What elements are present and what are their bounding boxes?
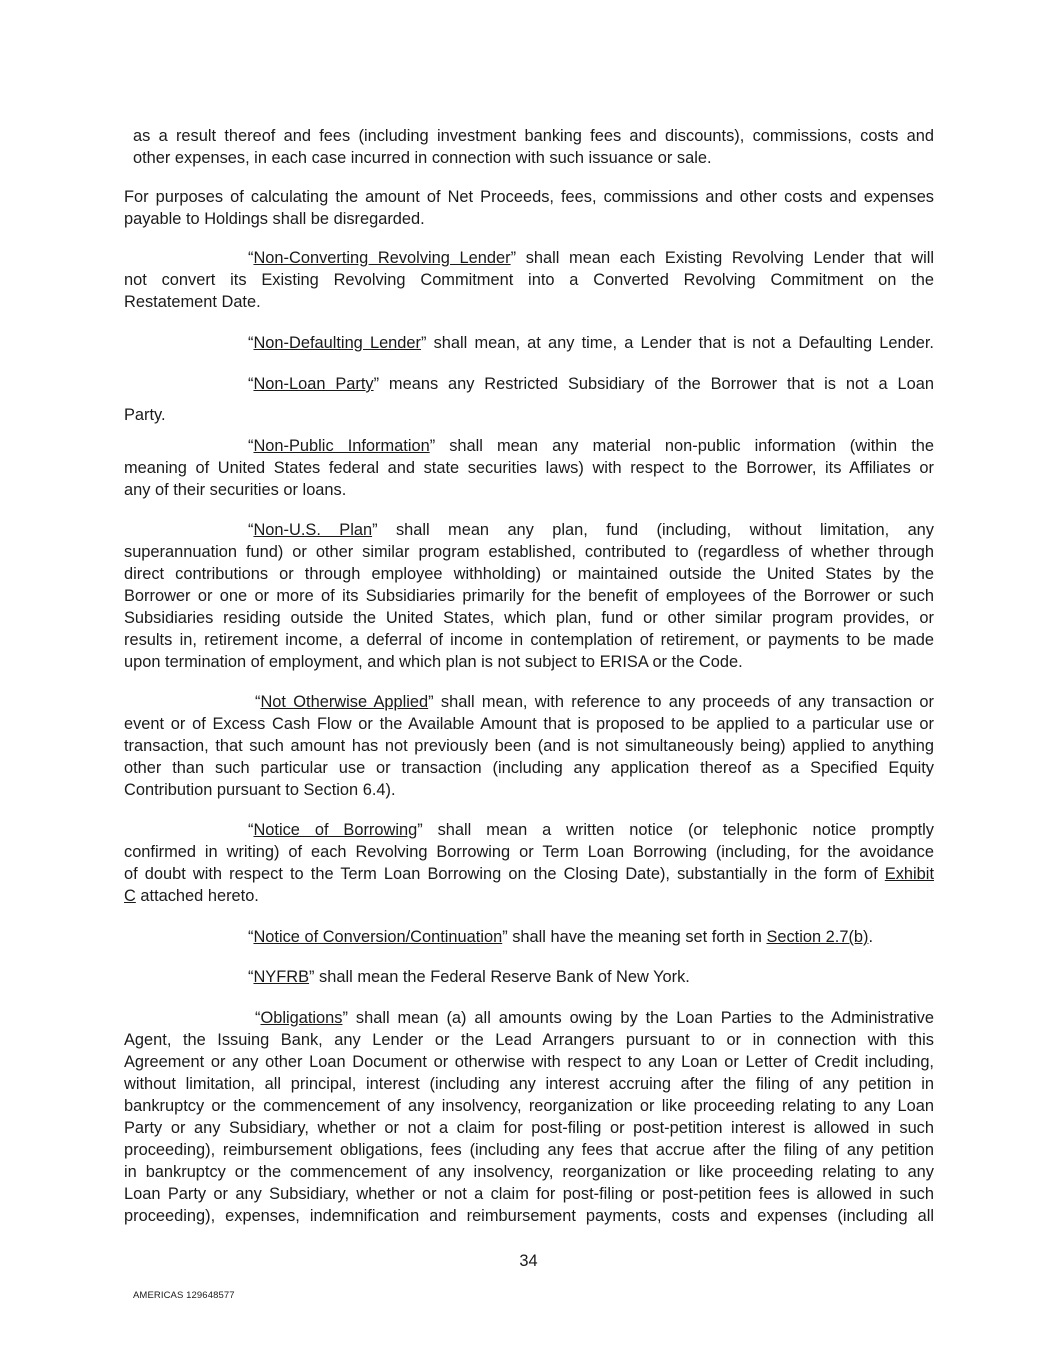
definition-text: shall mean the Federal Reserve Bank of New York.	[314, 968, 690, 986]
text-line: Subsidiaries residing outside the United States, which plan, fund or other similar program provides, or	[124, 609, 934, 627]
definition-nyfrb	[124, 966, 934, 988]
definition-text: shall mean (a) all amounts owing by the Loan Parties to the Administrative	[347, 1009, 934, 1027]
defined-term: Non-U.S. Plan	[253, 521, 373, 539]
open-quote: “	[248, 437, 254, 455]
text-line: For purposes of calculating the amount of Net Proceeds, fees, commissions and other costs and expenses	[124, 188, 934, 206]
text-line: Agreement or any other Loan Document or otherwise with respect to any Loan or Letter of Credit including,	[124, 1053, 934, 1071]
text-line: Borrower or one or more of its Subsidiaries primarily for the benefit of employees of the Borrower or such	[124, 587, 934, 605]
close-quote: ”	[309, 968, 315, 986]
text-line: superannuation fund) or other similar program established, contributed to (regardless of whether through	[124, 543, 934, 561]
defined-term: Non-Defaulting Lender	[253, 334, 421, 352]
text-line: other expenses, in each case incurred in connection with such issuance or sale.	[133, 149, 712, 167]
text-line: results in, retirement income, a deferral of income in contemplation of retirement, or payments to be made	[124, 631, 934, 649]
defined-term: Notice of Borrowing	[253, 821, 418, 839]
text-line	[124, 435, 934, 457]
close-quote: ”	[421, 334, 427, 352]
close-quote: ”	[372, 521, 378, 539]
document-footer-id: AMERICAS 129648577	[133, 1290, 235, 1301]
text-line: Loan Party or any Subsidiary, whether or not a claim for post-filing or post-petition fees is allowed in such	[124, 1185, 934, 1203]
text-line	[124, 926, 934, 948]
open-quote: “	[248, 249, 254, 267]
close-quote: ”	[417, 821, 423, 839]
text-line: in bankruptcy or the commencement of any insolvency, reorganization or like proceeding relating to any	[124, 1163, 934, 1181]
definition-non-defaulting-lender	[124, 332, 934, 354]
text-line: payable to Holdings shall be disregarded.	[124, 210, 425, 228]
text-line: transaction, that such amount has not previously been (and is not simultaneously being) applied to anything	[124, 737, 934, 755]
definition-non-loan-party	[124, 373, 934, 426]
text-line: proceeding), reimbursement obligations, fees (including any fees that accrue after the filing of any petition	[124, 1141, 934, 1159]
text-line: any of their securities or loans.	[124, 481, 347, 499]
definition-text: shall mean each Existing Revolving Lender that will	[516, 249, 934, 267]
text-line	[124, 247, 934, 269]
text-line: Agent, the Issuing Bank, any Lender or the Lead Arrangers pursuant to or in connection with this	[124, 1031, 934, 1049]
definition-not-otherwise-applied	[124, 691, 934, 801]
text-line	[124, 885, 934, 907]
exhibit-reference-letter: C	[124, 887, 136, 905]
section-reference: Section 2.7(b)	[766, 928, 869, 946]
definition-text: shall mean, at any time, a Lender that is not a Defaulting Lender.	[426, 334, 934, 352]
defined-term: Non-Loan Party	[253, 375, 374, 393]
defined-term: Non-Converting Revolving Lender	[253, 249, 511, 267]
defined-term: Notice of Conversion/Continuation	[253, 928, 503, 946]
exhibit-reference: Exhibit	[884, 865, 934, 883]
text-line: Contribution pursuant to Section 6.4).	[124, 781, 396, 799]
text-line: other than such particular use or transaction (including any application thereof as a Specified Equity	[124, 759, 934, 777]
text-line: without limitation, all principal, interest (including any interest accruing after the filing of any petition in	[124, 1075, 934, 1093]
text-line: meaning of United States federal and state securities laws) with respect to the Borrower, its Affiliates or	[124, 459, 934, 477]
open-quote: “	[255, 1009, 261, 1027]
definition-non-us-plan	[124, 519, 934, 673]
definition-non-converting-revolving-lender	[124, 247, 934, 313]
definition-text: .	[868, 928, 874, 946]
text-line: upon termination of employment, and which plan is not subject to ERISA or the Code.	[124, 653, 743, 671]
open-quote: “	[248, 334, 254, 352]
defined-term: NYFRB	[253, 968, 310, 986]
defined-term: Non-Public Information	[253, 437, 430, 455]
open-quote: “	[248, 821, 254, 839]
definition-text: shall mean any plan, fund (including, without limitation, any	[377, 521, 934, 539]
text-line: Party.	[124, 406, 166, 424]
text-line: bankruptcy or the commencement of any insolvency, reorganization or like proceeding relating to any Loan	[124, 1097, 934, 1115]
defined-term: Obligations	[260, 1009, 343, 1027]
text-line: as a result thereof and fees (including investment banking fees and discounts), commissions, costs and	[133, 127, 934, 145]
definition-text: attached hereto.	[135, 887, 259, 905]
close-quote: ”	[428, 693, 434, 711]
close-quote: ”	[342, 1009, 348, 1027]
text-line: Restatement Date.	[124, 293, 261, 311]
open-quote: “	[248, 968, 254, 986]
definition-text: of doubt with respect to the Term Loan Borrowing on the Closing Date), substantially in the form of	[124, 865, 885, 883]
paragraph-purposes	[124, 186, 934, 230]
definition-text: shall mean any material non-public information (within the	[435, 437, 934, 455]
paragraph-continuation	[133, 125, 934, 169]
text-line	[124, 332, 934, 354]
text-line	[124, 519, 934, 541]
open-quote: “	[255, 693, 261, 711]
open-quote: “	[248, 928, 254, 946]
text-line	[124, 373, 934, 395]
definition-text: means any Restricted Subsidiary of the Borrower that is not a Loan	[379, 375, 934, 393]
text-line: not convert its Existing Revolving Commitment into a Converted Revolving Commitment on the	[124, 271, 934, 289]
definition-obligations	[124, 1007, 934, 1227]
text-line	[124, 863, 934, 885]
text-line: direct contributions or through employee withholding) or maintained outside the United States by the	[124, 565, 934, 583]
text-line: proceeding), expenses, indemnification and reimbursement payments, costs and expenses (including all	[124, 1207, 934, 1225]
definition-non-public-information	[124, 435, 934, 501]
text-line	[124, 691, 934, 713]
close-quote: ”	[373, 375, 380, 393]
definition-text: shall mean, with reference to any proceeds of any transaction or	[433, 693, 934, 711]
text-line	[124, 966, 934, 988]
close-quote: ”	[510, 249, 517, 267]
text-line	[124, 819, 934, 841]
text-line: Party or any Subsidiary, whether or not a claim for post-filing or post-petition interest is allowed in such	[124, 1119, 934, 1137]
page-number: 34	[519, 1252, 538, 1270]
definition-text: shall have the meaning set forth in	[507, 928, 767, 946]
open-quote: “	[248, 375, 254, 393]
text-line: event or of Excess Cash Flow or the Available Amount that is proposed to be applied to a particular use or	[124, 715, 934, 733]
text-line: confirmed in writing) of each Revolving Borrowing or Term Loan Borrowing (including, for the avoidance	[124, 843, 934, 861]
text-line	[124, 1007, 934, 1029]
definition-notice-of-borrowing	[124, 819, 934, 907]
defined-term: Not Otherwise Applied	[260, 693, 429, 711]
definition-notice-of-conversion	[124, 926, 934, 948]
close-quote: ”	[429, 437, 436, 455]
definition-text: shall mean a written notice (or telephonic notice promptly	[422, 821, 934, 839]
close-quote: ”	[502, 928, 508, 946]
open-quote: “	[248, 521, 254, 539]
